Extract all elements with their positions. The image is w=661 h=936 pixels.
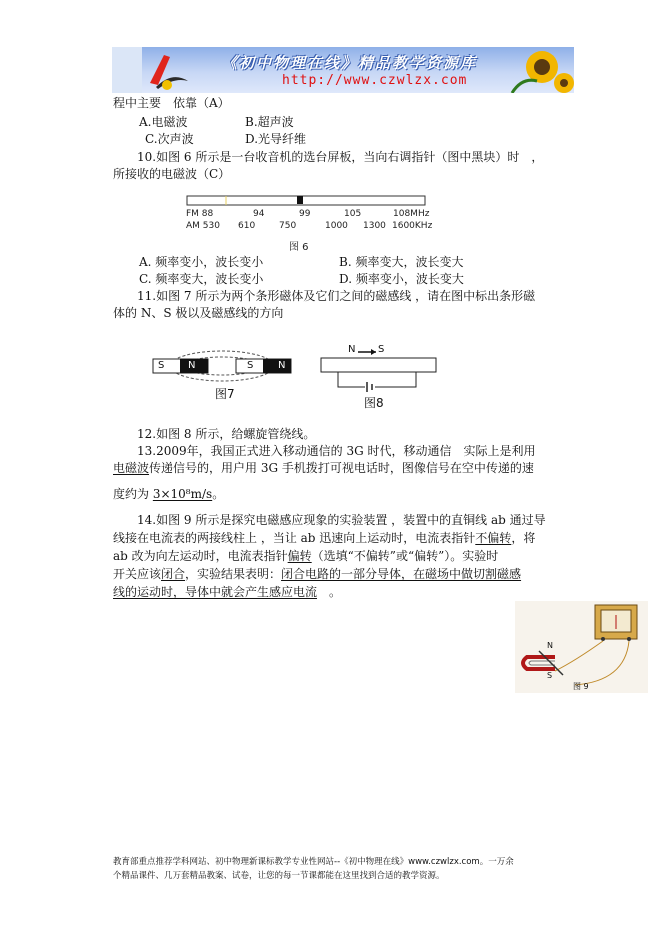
q10-option-c: C. 频率变大，波长变小 bbox=[139, 272, 264, 286]
q10-option-a: A. 频率变小，波长变小 bbox=[139, 255, 264, 269]
fm-tick-label: 94 bbox=[253, 209, 265, 219]
compass-pole-label: S bbox=[378, 344, 385, 355]
fm-tick-label: FM 88 bbox=[186, 209, 214, 219]
q9-option-d: D.光导纤维 bbox=[245, 132, 307, 146]
figure-9-induction-apparatus bbox=[515, 601, 648, 693]
footer-line1: 教育部重点推荐学科网站、初中物理新课标教学专业性网站--《初中物理在线》www.czwlzx.com。一万余 bbox=[113, 857, 514, 867]
fm-tick-label: 108MHz bbox=[393, 209, 430, 219]
q10-option-b: B. 频率变大，波长变大 bbox=[339, 255, 464, 269]
am-tick-label: 1300 bbox=[363, 221, 386, 231]
q9-option-b: B.超声波 bbox=[245, 115, 294, 129]
figure-8-caption: 图8 bbox=[364, 396, 384, 410]
compass-arrow-icon bbox=[371, 349, 376, 355]
q9-option-c: C.次声波 bbox=[145, 132, 194, 146]
q14-line4: 开关应该闭合，实验结果表明：闭合电路的一部分导体，在磁场中做切割磁感 bbox=[113, 567, 522, 581]
q10-line1: 10.如图 6 所示是一台收音机的选台屏板，当向右调指针（图中黑块）时 ， bbox=[137, 150, 544, 164]
header-banner bbox=[112, 47, 574, 93]
q14-line5: 线的运动时，导体中就会产生感应电流 。 bbox=[113, 585, 342, 599]
banner-title: 《初中物理在线》精品教学资源库 bbox=[222, 54, 478, 72]
compass-pole-label: N bbox=[348, 344, 356, 355]
am-tick-label: 1000 bbox=[325, 221, 348, 231]
am-tick-label: 750 bbox=[279, 221, 297, 231]
q10-line2: 所接收的电磁波（C） bbox=[113, 167, 231, 181]
banner-url[interactable]: http://www.czwlzx.com bbox=[282, 73, 468, 88]
figure-6-radio-dial bbox=[186, 190, 456, 254]
q11-line2: 体的 N、S 极以及磁感线的方向 bbox=[113, 306, 284, 320]
magnet-pole-label: N bbox=[278, 360, 286, 371]
figure-7-caption: 图7 bbox=[215, 387, 235, 401]
q13-answer-2: 3×10⁸m/s bbox=[152, 487, 213, 501]
fm-tick-label: 105 bbox=[344, 209, 362, 219]
q13-line3: 度约为 3×10⁸m/s。 bbox=[113, 487, 225, 501]
am-tick-label: 1600KHz bbox=[392, 221, 433, 231]
figure-6-caption: 图 6 bbox=[289, 242, 309, 253]
q14-answer-4: 闭合电路的一部分导体，在磁场中做切割磁感 bbox=[281, 567, 522, 581]
am-tick-label: AM 530 bbox=[186, 221, 220, 231]
q14-line3: ab 改为向左运动时，电流表指针偏转（选填“不偏转”或“偏转”）。实验时 bbox=[113, 549, 499, 563]
magnet-pole-label: N bbox=[188, 360, 196, 371]
fm-tick-label: 99 bbox=[299, 209, 311, 219]
q14-answer-4-cont: 线的运动时，导体中就会产生感应电流 bbox=[113, 585, 318, 599]
figure-7-bar-magnets bbox=[152, 345, 292, 405]
ammeter-icon bbox=[595, 605, 637, 641]
q13-line1: 13.2009年，我国正式进入移动通信的 3G 时代，移动通信 实际上是利用 bbox=[137, 444, 536, 458]
q9-stem-end: 程中主要 依靠（A） bbox=[113, 96, 230, 110]
q13-answer-1: 电磁波 bbox=[113, 461, 150, 475]
q14-line2: 线接在电流表的两接线柱上 ，当让 ab 迅速向上运动时，电流表指针不偏转，将 bbox=[113, 531, 536, 545]
magnet-pole-label: S bbox=[247, 360, 254, 371]
q14-answer-2: 偏转 bbox=[287, 549, 312, 563]
tuning-pointer bbox=[297, 196, 303, 204]
q11-line1: 11.如图 7 所示为两个条形磁体及它们之间的磁感线 ，请在图中标出条形磁 bbox=[137, 289, 536, 303]
figure-9-drawing bbox=[515, 601, 648, 693]
q9-option-a: A.电磁波 bbox=[139, 115, 188, 129]
q14-answer-3: 闭合 bbox=[161, 567, 186, 581]
q12-line1: 12.如图 8 所示，给螺旋管绕线。 bbox=[137, 427, 316, 441]
q14-line1: 14.如图 9 所示是探究电磁感应现象的实验装置 ，装置中的直铜线 ab 通过导 bbox=[137, 513, 546, 527]
q10-option-d: D. 频率变小，波长变大 bbox=[339, 272, 464, 286]
figure-8-solenoid bbox=[320, 342, 440, 410]
am-tick-label: 610 bbox=[238, 221, 256, 231]
sunflower-icon bbox=[512, 51, 574, 93]
q14-answer-1: 不偏转 bbox=[475, 531, 512, 545]
figure-9-caption: 图 9 bbox=[573, 682, 589, 691]
magnet-pole-label: N bbox=[547, 641, 553, 650]
footer-line2: 个精品课件、几万套精品教案、试卷，让您的每一节课都能在这里找到合适的教学资源。 bbox=[113, 871, 445, 881]
magnet-pole-label: S bbox=[547, 671, 553, 680]
magnet-pole-label: S bbox=[158, 360, 165, 371]
q13-line2: 电磁波传递信号的，用户用 3G 手机拨打可视电话时，图像信号在空中传递的速 bbox=[113, 461, 534, 475]
